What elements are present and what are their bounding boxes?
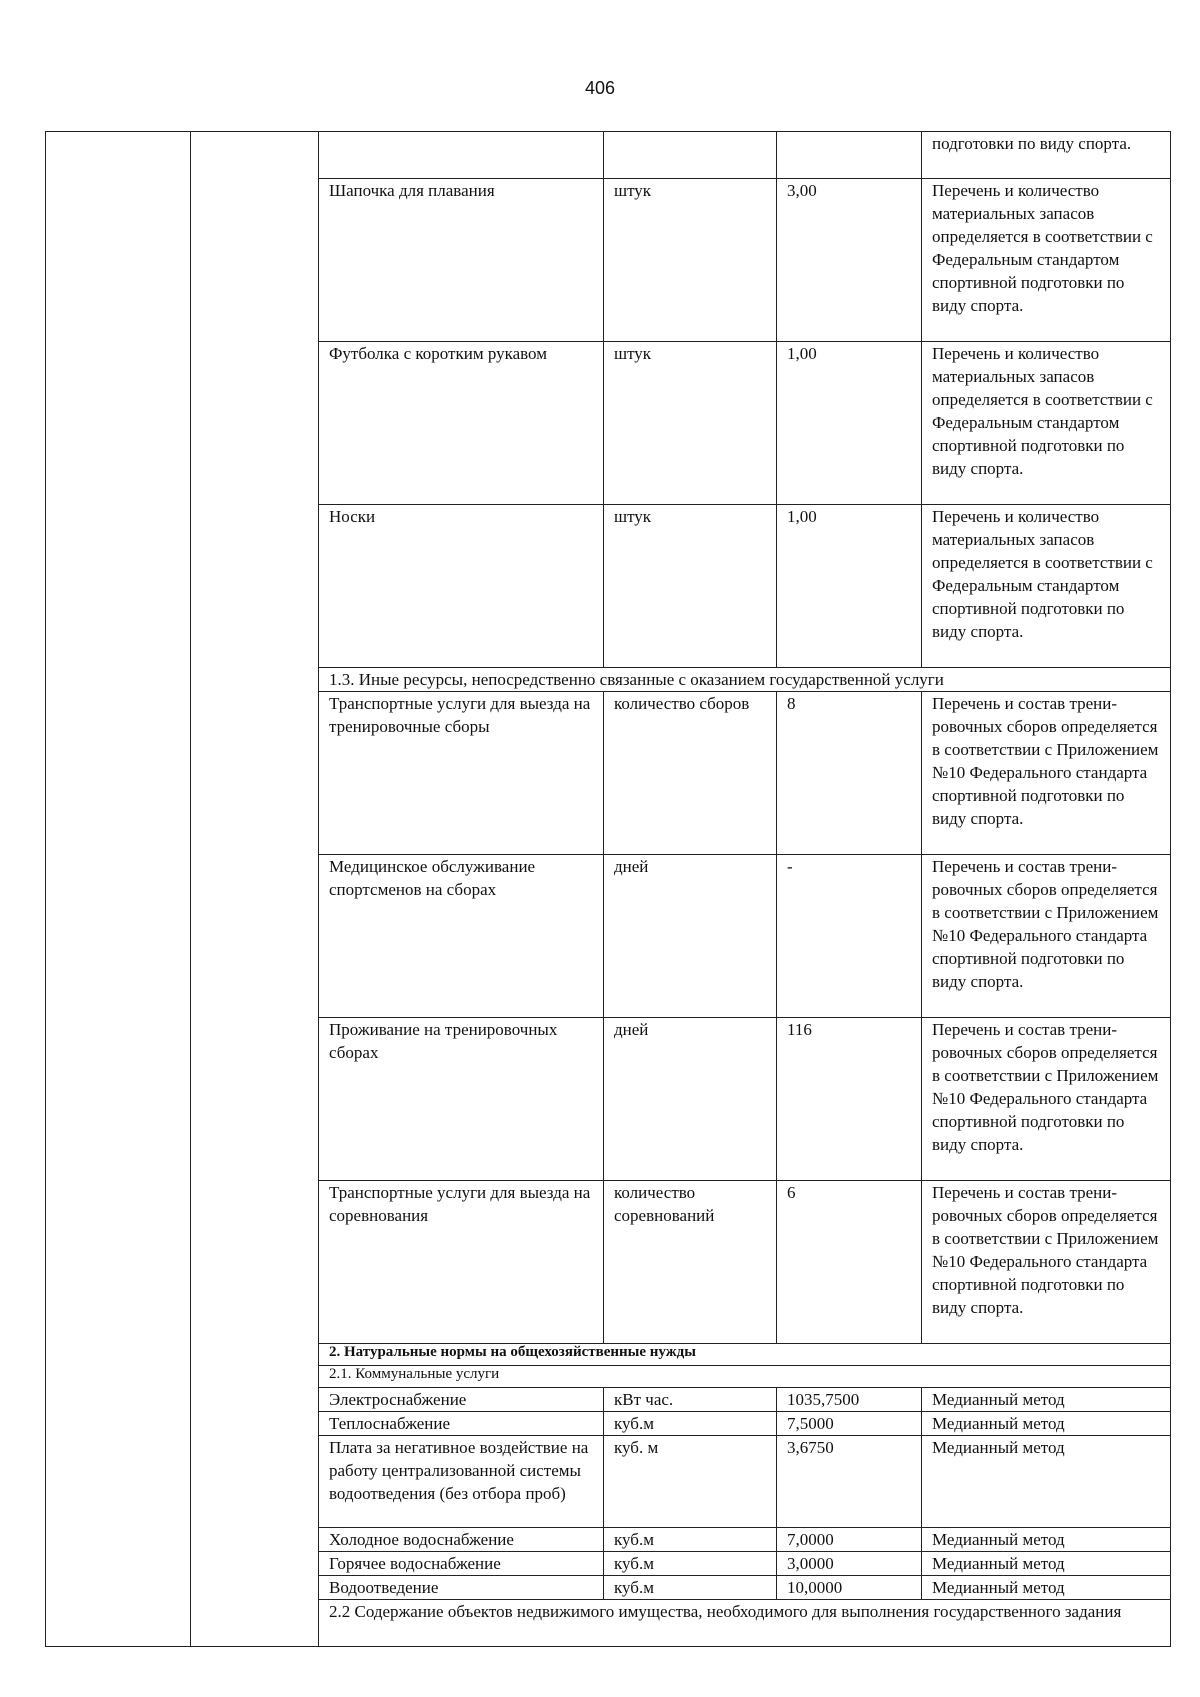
value-cell [777, 132, 922, 179]
value-cell: 1,00 [777, 342, 922, 505]
value-cell: 3,0000 [777, 1552, 922, 1576]
section-2-heading: 2. Натуральные нормы на общехозяйственные нужды [319, 1344, 1171, 1366]
section-2-2-heading: 2.2 Содержание объектов недвижимого имущества, необходимого для выполнения государственного задания [319, 1600, 1171, 1647]
unit-cell: штук [604, 179, 777, 342]
value-cell: 1035,7500 [777, 1388, 922, 1412]
name-cell: Носки [319, 505, 604, 668]
name-cell: Водоотведение [319, 1576, 604, 1600]
name-cell: Плата за негативное воздействие на работу централизованной системы водоотведения (без отбора проб) [319, 1436, 604, 1528]
unit-cell: куб.м [604, 1576, 777, 1600]
note-cell: Медианный метод [922, 1528, 1171, 1552]
unit-cell: куб.м [604, 1552, 777, 1576]
note-cell: Медианный метод [922, 1388, 1171, 1412]
value-cell: 116 [777, 1018, 922, 1181]
value-cell: 8 [777, 692, 922, 855]
unit-cell: куб.м [604, 1528, 777, 1552]
unit-cell: куб. м [604, 1436, 777, 1528]
name-cell: Шапочка для плавания [319, 179, 604, 342]
second-empty-column [191, 132, 319, 1647]
note-cell: Медианный метод [922, 1436, 1171, 1528]
section-1-3-heading: 1.3. Иные ресурсы, непосредственно связанные с оказанием государственной услуги [319, 668, 1171, 692]
unit-cell: штук [604, 342, 777, 505]
unit-cell: кВт час. [604, 1388, 777, 1412]
table-row [46, 132, 1171, 179]
value-cell: 1,00 [777, 505, 922, 668]
name-cell: Горячее водоснабжение [319, 1552, 604, 1576]
name-cell: Проживание на тренировочных сборах [319, 1018, 604, 1181]
note-cell: Медианный метод [922, 1412, 1171, 1436]
section-2-1-heading: 2.1. Коммунальные услуги [319, 1366, 1171, 1388]
note-cell: подготовки по виду спорта. [922, 132, 1171, 179]
note-cell: Перечень и количество материальных запасов определяется в соответствии с Федеральным стандартом спортивной подготовки по виду спорта. [922, 505, 1171, 668]
name-cell: Холодное водоснабжение [319, 1528, 604, 1552]
name-cell: Транспортные услуги для выезда на тренировочные сборы [319, 692, 604, 855]
note-cell: Перечень и состав тренировочных сборов определяется в соответствии с Приложением №10 Федерального стандарта спортивной подготовки по виду спорта. [922, 855, 1171, 1018]
left-empty-column [46, 132, 191, 1647]
value-cell: - [777, 855, 922, 1018]
value-cell: 10,0000 [777, 1576, 922, 1600]
note-cell: Перечень и состав тренировочных сборов определяется в соответствии с Приложением №10 Федерального стандарта спортивной подготовки по виду спорта. [922, 1018, 1171, 1181]
unit-cell: количество соревнований [604, 1181, 777, 1344]
name-cell: Транспортные услуги для выезда на соревнования [319, 1181, 604, 1344]
note-cell: Перечень и состав тренировочных сборов определяется в соответствии с Приложением №10 Федерального стандарта спортивной подготовки по виду спорта. [922, 1181, 1171, 1344]
value-cell: 7,5000 [777, 1412, 922, 1436]
name-cell: Медицинское обслуживание спортсменов на сборах [319, 855, 604, 1018]
unit-cell: штук [604, 505, 777, 668]
value-cell: 3,6750 [777, 1436, 922, 1528]
note-cell: Перечень и состав тренировочных сборов определяется в соответствии с Приложением №10 Федерального стандарта спортивной подготовки по виду спорта. [922, 692, 1171, 855]
value-cell: 3,00 [777, 179, 922, 342]
unit-cell: количество сборов [604, 692, 777, 855]
name-cell: Футболка с коротким рукавом [319, 342, 604, 505]
name-cell: Теплоснабжение [319, 1412, 604, 1436]
norms-table [45, 131, 1171, 1647]
unit-cell [604, 132, 777, 179]
note-cell: Медианный метод [922, 1552, 1171, 1576]
unit-cell: дней [604, 1018, 777, 1181]
name-cell [319, 132, 604, 179]
name-cell: Электроснабжение [319, 1388, 604, 1412]
note-cell: Перечень и количество материальных запасов определяется в соответствии с Федеральным стандартом спортивной подготовки по виду спорта. [922, 179, 1171, 342]
note-cell: Медианный метод [922, 1576, 1171, 1600]
value-cell: 7,0000 [777, 1528, 922, 1552]
unit-cell: куб.м [604, 1412, 777, 1436]
unit-cell: дней [604, 855, 777, 1018]
note-cell: Перечень и количество материальных запасов определяется в соответствии с Федеральным стандартом спортивной подготовки по виду спорта. [922, 342, 1171, 505]
value-cell: 6 [777, 1181, 922, 1344]
page-number: 406 [584, 78, 616, 98]
